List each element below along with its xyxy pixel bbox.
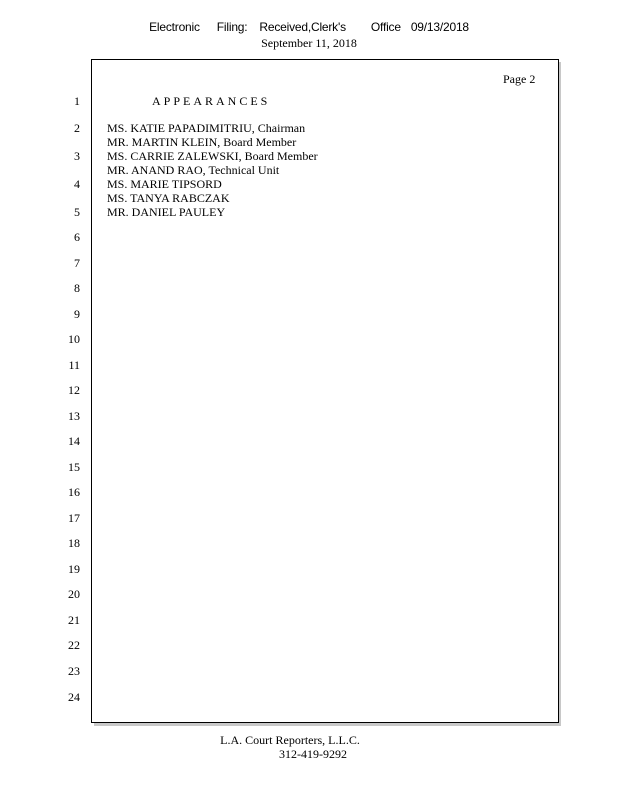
line-number: 21 [68, 613, 80, 627]
line-number: 9 [74, 307, 80, 321]
line-number: 18 [68, 536, 80, 550]
appearance-entry: MR. ANAND RAO, Technical Unit [107, 163, 280, 177]
appearance-entry: MS. KATIE PAPADIMITRIU, Chairman [107, 121, 306, 135]
line-number: 4 [74, 177, 80, 191]
filing-word: Office [370, 20, 401, 34]
filing-word: Electronic [149, 20, 200, 34]
line-number: 5 [74, 205, 80, 219]
appearance-entry: MS. MARIE TIPSORD [107, 177, 222, 191]
line-number: 11 [68, 358, 80, 372]
appearance-entry: MR. MARTIN KLEIN, Board Member [107, 135, 297, 149]
filing-word: Received,Clerk's [259, 20, 346, 34]
reporter-phone: 312-419-9292 [279, 747, 347, 761]
page-number: Page 2 [503, 72, 536, 86]
line-number: 24 [68, 690, 80, 704]
line-number: 14 [68, 434, 80, 448]
line-number: 19 [68, 562, 80, 576]
appearance-entry: MS. TANYA RABCZAK [107, 191, 230, 205]
line-number: 7 [74, 256, 80, 270]
line-number: 12 [68, 383, 80, 397]
line-number: 3 [74, 149, 80, 163]
appearances-title: APPEARANCES [152, 94, 271, 108]
filing-date: 09/13/2018 [410, 20, 469, 34]
line-number: 8 [74, 281, 80, 295]
electronic-filing-stamp [0, 20, 618, 34]
line-number: 23 [68, 664, 80, 678]
line-number: 20 [68, 587, 80, 601]
line-number: 22 [68, 638, 80, 652]
hearing-date: September 11, 2018 [261, 36, 357, 50]
line-number: 10 [68, 332, 80, 346]
appearance-entry: MR. DANIEL PAULEY [107, 205, 226, 219]
line-number: 15 [68, 460, 80, 474]
line-number: 17 [68, 511, 80, 525]
line-number: 2 [74, 121, 80, 135]
appearance-entry: MS. CARRIE ZALEWSKI, Board Member [107, 149, 318, 163]
line-number: 1 [74, 94, 80, 108]
line-number: 6 [74, 230, 80, 244]
filing-word: Filing: [216, 20, 248, 34]
reporter-company: L.A. Court Reporters, L.L.C. [220, 733, 360, 747]
line-number: 13 [68, 409, 80, 423]
line-number: 16 [68, 485, 80, 499]
